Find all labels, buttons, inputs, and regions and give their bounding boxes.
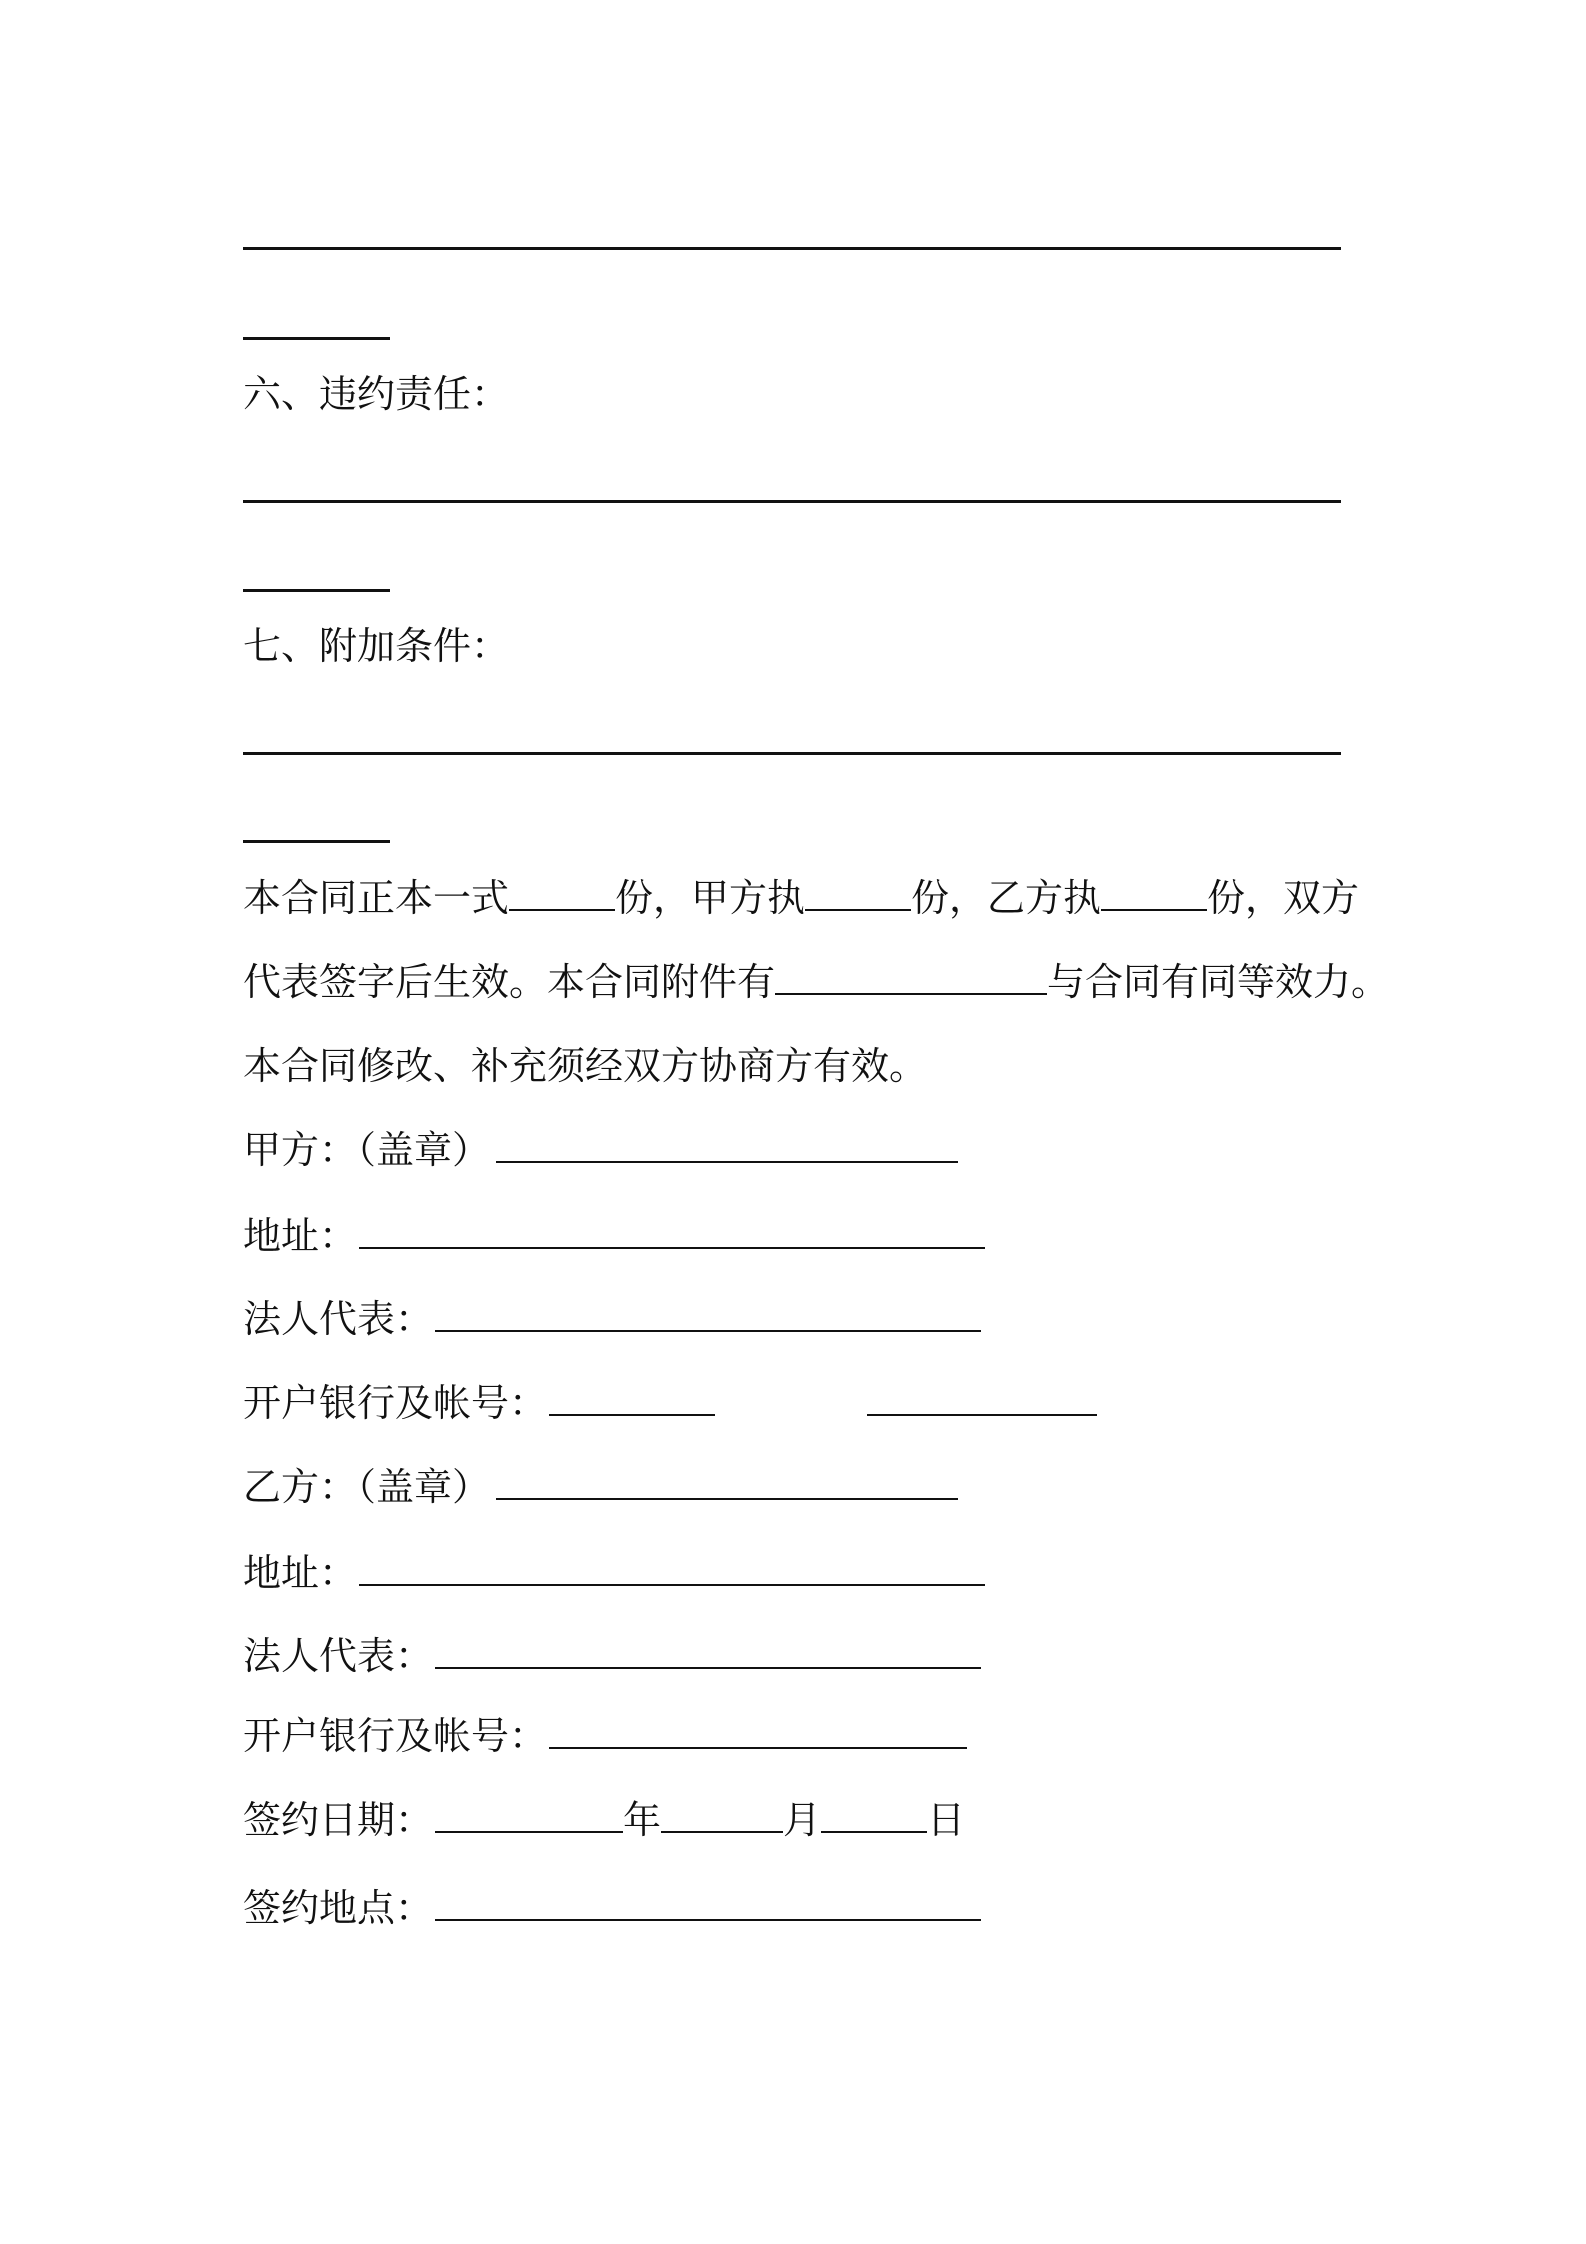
- party-a-bank-label: 开户银行及帐号：: [243, 1381, 548, 1425]
- signing-month-blank[interactable]: [661, 1801, 783, 1833]
- closing-text: 本合同正本一式: [243, 876, 510, 920]
- signing-date-label: 签约日期：: [243, 1798, 434, 1842]
- party-a-seal-label: 甲方：（盖章）: [243, 1128, 491, 1172]
- party-b-bank-row: [243, 1714, 967, 1758]
- party-b-legal-rep-blank[interactable]: [435, 1637, 981, 1669]
- signing-year-label: 年: [623, 1798, 662, 1842]
- fill-line-long[interactable]: [243, 752, 1341, 755]
- party-b-legal-rep-row: [243, 1634, 981, 1678]
- party-a-legal-rep-label: 法人代表：: [243, 1297, 434, 1341]
- copies-party-a-blank[interactable]: [805, 879, 911, 911]
- closing-text: 代表签字后生效。本合同附件有: [243, 960, 776, 1004]
- party-b-address-blank[interactable]: [359, 1554, 985, 1586]
- party-a-bank-row: [243, 1381, 1097, 1425]
- closing-text: 份，双方: [1207, 876, 1360, 920]
- party-a-bank-name-blank[interactable]: [549, 1384, 715, 1416]
- closing-text: 份，乙方执: [911, 876, 1102, 920]
- fill-line-long[interactable]: [243, 500, 1341, 503]
- party-b-bank-blank[interactable]: [549, 1717, 967, 1749]
- party-a-seal-row: [243, 1128, 958, 1172]
- party-b-seal-blank[interactable]: [496, 1468, 958, 1500]
- party-a-address-blank[interactable]: [359, 1217, 985, 1249]
- party-b-seal-row: [243, 1465, 958, 1509]
- signing-place-label: 签约地点：: [243, 1886, 434, 1930]
- section-heading-breach-liability: 六、违约责任：: [243, 372, 510, 416]
- party-a-address-row: [243, 1214, 985, 1258]
- closing-line-copies: [243, 876, 1359, 920]
- party-b-seal-label: 乙方：（盖章）: [243, 1465, 491, 1509]
- party-b-legal-rep-label: 法人代表：: [243, 1634, 434, 1678]
- party-a-legal-rep-blank[interactable]: [435, 1300, 981, 1332]
- fill-line-long[interactable]: [243, 247, 1341, 250]
- party-a-bank-account-blank[interactable]: [867, 1384, 1097, 1416]
- signing-date-row: [243, 1798, 965, 1842]
- signing-day-blank[interactable]: [821, 1801, 927, 1833]
- fill-line-short[interactable]: [243, 840, 390, 843]
- closing-text: 与合同有同等效力。: [1047, 960, 1390, 1004]
- attachments-blank[interactable]: [775, 963, 1047, 995]
- signing-place-row: [243, 1886, 981, 1930]
- signing-place-blank[interactable]: [435, 1889, 981, 1921]
- party-b-address-label: 地址：: [243, 1551, 358, 1595]
- signing-month-label: 月: [783, 1798, 822, 1842]
- party-b-address-row: [243, 1551, 985, 1595]
- fill-line-short[interactable]: [243, 337, 390, 340]
- section-heading-additional-conditions: 七、附加条件：: [243, 624, 510, 668]
- signing-day-label: 日: [927, 1798, 966, 1842]
- closing-line-attachments: [243, 960, 1389, 1004]
- copies-party-b-blank[interactable]: [1101, 879, 1207, 911]
- signing-year-blank[interactable]: [435, 1801, 623, 1833]
- party-a-address-label: 地址：: [243, 1214, 358, 1258]
- copies-total-blank[interactable]: [509, 879, 615, 911]
- fill-line-short[interactable]: [243, 589, 390, 592]
- closing-text: 份，甲方执: [615, 876, 806, 920]
- party-a-seal-blank[interactable]: [496, 1131, 958, 1163]
- closing-line-amendments: 本合同修改、补充须经双方协商方有效。: [243, 1044, 928, 1088]
- party-a-legal-rep-row: [243, 1297, 981, 1341]
- party-b-bank-label: 开户银行及帐号：: [243, 1714, 548, 1758]
